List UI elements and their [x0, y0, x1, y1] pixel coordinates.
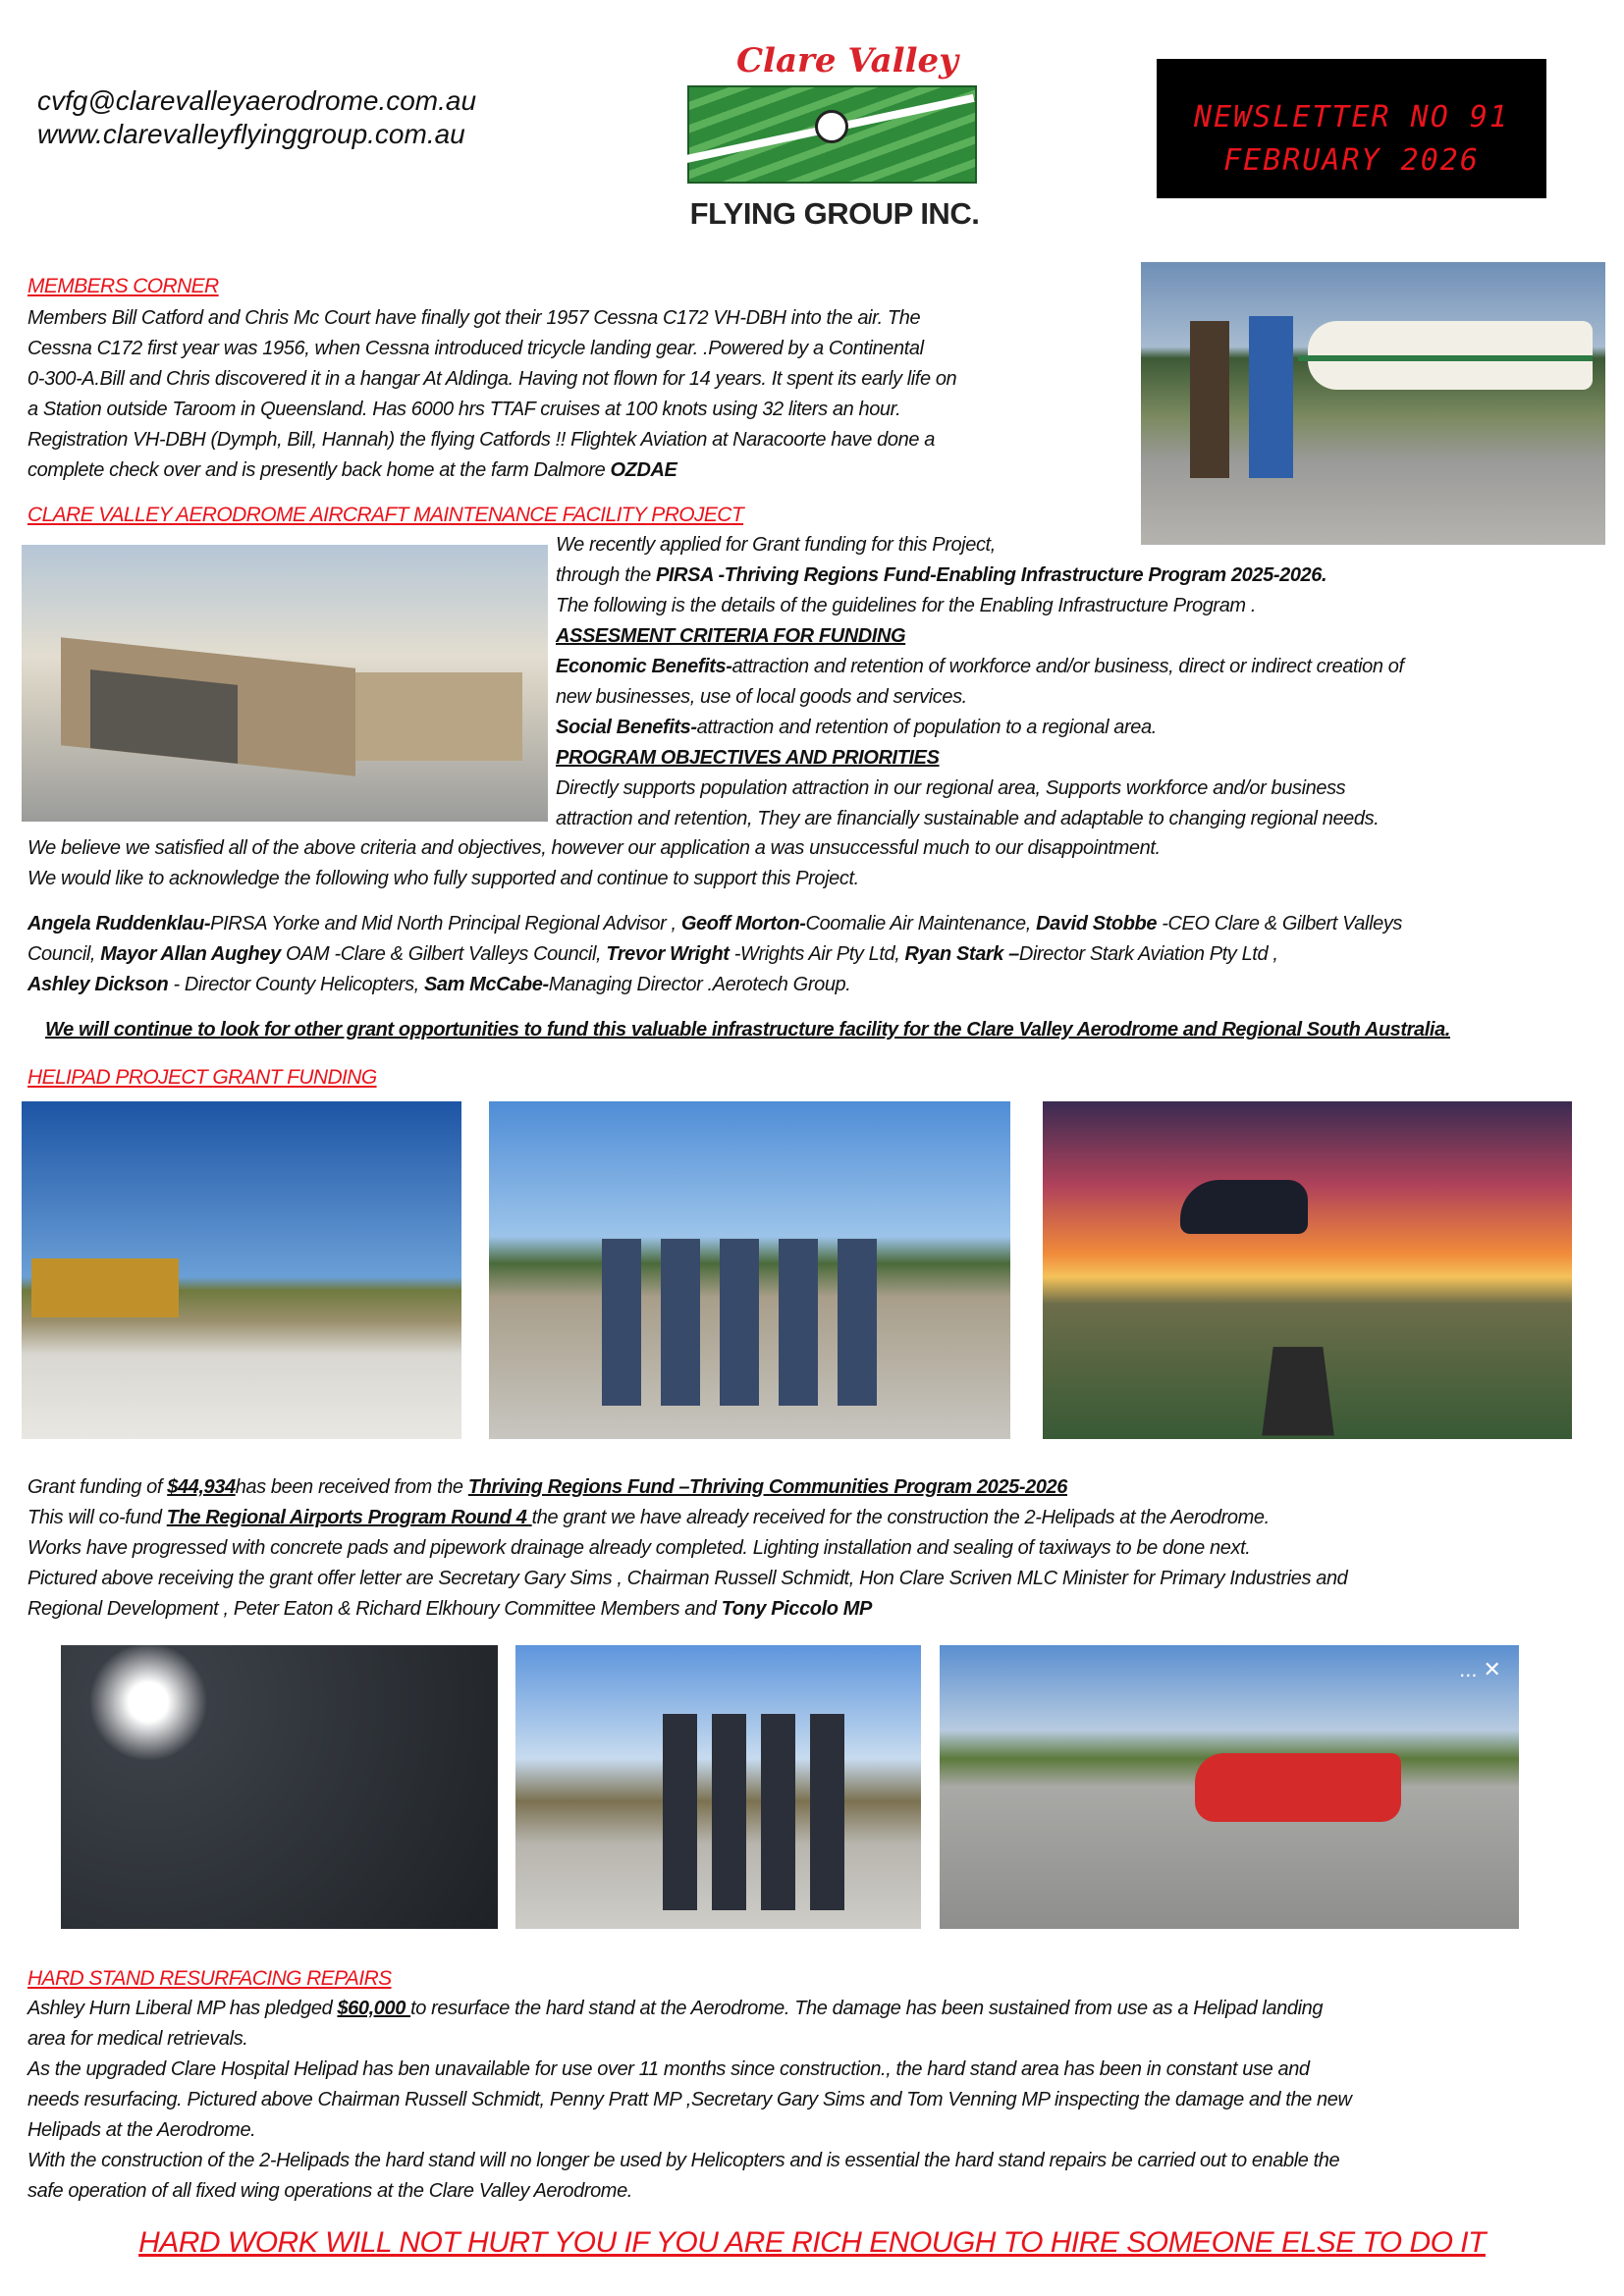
text-line: the grant we have already received for the construction the 2-Helipads at the Aerodrome. — [531, 1507, 1270, 1528]
logo — [682, 41, 987, 238]
text-line: area for medical retrievals. — [27, 2028, 248, 2050]
supporter-name: David Stobbe — [1036, 913, 1163, 934]
newsletter-date: FEBRUARY 2026 — [1223, 143, 1480, 178]
program-name: Thriving Regions Fund –Thriving Communities Program 2025-2026 — [467, 1476, 1067, 1498]
text-line: attraction and retention of population to a regional area. — [696, 717, 1157, 738]
helipad-lights-photo — [61, 1645, 498, 1929]
hardstand-inspection-photo — [515, 1645, 921, 1929]
cessna-photo — [1141, 262, 1605, 545]
supporter-role: -Wrights Air Pty Ltd, — [733, 943, 905, 965]
supporter-name: Angela Ruddenklau- — [27, 913, 211, 934]
newsletter-badge — [1157, 59, 1546, 198]
photo-overlay-controls[interactable]: ... ✕ — [1459, 1657, 1501, 1682]
supporter-role: Council, — [27, 943, 101, 965]
text-line: has been received from the — [235, 1476, 468, 1498]
text-line: 0-300-A.Bill and Chris discovered it in a hangar At Aldinga. Having not flown for 14 years. It spent its early life on — [27, 368, 957, 390]
text-line: The following is the details of the guidelines for the Enabling Infrastructure Program . — [556, 595, 1256, 616]
text-line: Ashley Hurn Liberal MP has pledged — [27, 1998, 338, 2019]
maintenance-text — [556, 530, 1404, 834]
text-line: a Station outside Taroom in Queensland. Has 6000 hrs TTAF cruises at 100 knots using 32 liters an hour. — [27, 399, 901, 420]
website-link[interactable]: www.clarevalleyflyinggroup.com.au — [37, 119, 465, 149]
helicopter-icon — [1195, 1753, 1401, 1822]
members-corner-heading: MEMBERS CORNER — [27, 275, 219, 297]
text-line: We recently applied for Grant funding for this Project, — [556, 534, 996, 556]
newsletter-number: NEWSLETTER NO 91 — [1194, 100, 1509, 134]
text-line: new businesses, use of local goods and services. — [556, 686, 967, 708]
text-line: With the construction of the 2-Helipads the hard stand will no longer be used by Helicopters and is essential the hard stand repairs be carried out to enable the — [27, 2150, 1340, 2171]
footer-quote: HARD WORK WILL NOT HURT YOU IF YOU ARE RICH ENOUGH TO HIRE SOMEONE ELSE TO DO IT — [138, 2226, 1486, 2259]
rescue-helicopter-photo — [940, 1645, 1519, 1929]
text-line: Works have progressed with concrete pads and pipework drainage already completed. Lighting installation and sealing of taxiways to be done next. — [27, 1537, 1251, 1559]
text-line: As the upgraded Clare Hospital Helipad has ben unavailable for use over 11 months since construction., the hard stand area has been in constant use and — [27, 2058, 1310, 2080]
hardstand-text — [27, 1994, 1352, 2207]
text-line: Helipads at the Aerodrome. — [27, 2119, 256, 2141]
supporter-role: Coomalie Air Maintenance, — [805, 913, 1037, 934]
supporter-role: OAM -Clare & Gilbert Valleys Council, — [285, 943, 607, 965]
supporter-name: Sam McCabe- — [423, 974, 549, 995]
program-name: PIRSA -Thriving Regions Fund-Enabling Infrastructure Program 2025-2026. — [655, 564, 1327, 586]
pledge-amount: $60,000 — [337, 1998, 411, 2019]
helipad-heading: HELIPAD PROJECT GRANT FUNDING — [27, 1066, 377, 1089]
text-line: Registration VH-DBH (Dymph, Bill, Hannah) the flying Catfords !! Flightek Aviation at Naracoorte have done a — [27, 429, 935, 451]
social-label: Social Benefits- — [556, 717, 697, 738]
text-line: to resurface the hard stand at the Aerodrome. The damage has been sustained from use as a Helipad landing — [410, 1998, 1324, 2019]
email-link[interactable]: cvfg@clarevalleyaerodrome.com.au — [37, 85, 477, 116]
text-line: We believe we satisfied all of the above criteria and objectives, however our application a was unsuccessful much to our disappointment. — [27, 837, 1161, 859]
supporter-name: Geoff Morton- — [680, 913, 806, 934]
supporter-role: Director Stark Aviation Pty Ltd , — [1018, 943, 1278, 965]
supporter-name: Ashley Dickson — [27, 974, 174, 995]
hardstand-heading: HARD STAND RESURFACING REPAIRS — [27, 1967, 392, 1990]
text-line: This will co-fund — [27, 1507, 167, 1528]
text-line: attraction and retention of workforce and/or business, direct or indirect creation of — [731, 656, 1404, 677]
logo-title: Clare Valley — [736, 41, 958, 80]
grant-amount: $44,934 — [167, 1476, 236, 1498]
text-line: Regional Development , Peter Eaton & Richard Elkhoury Committee Members and — [27, 1598, 722, 1620]
maintenance-heading: CLARE VALLEY AERODROME AIRCRAFT MAINTENANCE FACILITY PROJECT — [27, 504, 744, 526]
supporters-list — [27, 909, 1402, 1000]
text-line: We would like to acknowledge the following who fully supported and continue to support this Project. — [27, 868, 859, 889]
objectives-heading: PROGRAM OBJECTIVES AND PRIORITIES — [556, 747, 940, 769]
text-line: attraction and retention, They are financially sustainable and adaptable to changing regional needs. — [556, 808, 1380, 829]
members-corner-text — [27, 303, 956, 486]
supporter-role: PIRSA Yorke and Mid North Principal Regional Advisor , — [210, 913, 681, 934]
contact-info — [37, 84, 476, 151]
logo-subtitle: FLYING GROUP INC. — [689, 196, 980, 231]
acknowledgement — [27, 833, 1161, 894]
ozdae-code: OZDAE — [610, 459, 677, 481]
text-line: safe operation of all fixed wing operations at the Clare Valley Aerodrome. — [27, 2180, 632, 2202]
text-line: Members Bill Catford and Chris Mc Court have finally got their 1957 Cessna C172 VH-DBH into the air. The — [27, 307, 921, 329]
text-line: Directly supports population attraction in our regional area, Supports workforce and/or business — [556, 777, 1346, 799]
helipad-text — [27, 1472, 1347, 1625]
supporter-name: Mayor Allan Aughey — [100, 943, 286, 965]
text-line: Grant funding of — [27, 1476, 168, 1498]
text-line: Pictured above receiving the grant offer letter are Secretary Gary Sims , Chairman Russell Schmidt, Hon Clare Scriven MLC Minister for Primary Industries and — [27, 1568, 1348, 1589]
criteria-heading: ASSESMENT CRITERIA FOR FUNDING — [556, 625, 906, 647]
text-line: complete check over and is presently back home at the farm Dalmore — [27, 459, 611, 481]
supporter-role: Managing Director .Aerotech Group. — [548, 974, 851, 995]
helicopter-icon — [1180, 1180, 1308, 1234]
helicopter-artwork — [1043, 1101, 1572, 1439]
supporter-name: Ryan Stark – — [904, 943, 1019, 965]
supporter-role: - Director County Helicopters, — [173, 974, 424, 995]
mp-name: Tony Piccolo MP — [721, 1598, 872, 1620]
hangar-render — [22, 545, 548, 822]
text-line: through the — [556, 564, 656, 586]
supporter-role: -CEO Clare & Gilbert Valleys — [1162, 913, 1403, 934]
supporter-name: Trevor Wright — [606, 943, 734, 965]
program-name: The Regional Airports Program Round 4 — [166, 1507, 532, 1528]
text-line: Cessna C172 first year was 1956, when Cessna introduced tricycle landing gear. .Powered by a Continental — [27, 338, 924, 359]
closing-statement: We will continue to look for other grant opportunities to fund this valuable infrastructure facility for the Clare Valley Aerodrome and Regional South Australia. — [45, 1019, 1450, 1041]
text-line: needs resurfacing. Pictured above Chairman Russell Schmidt, Penny Pratt MP ,Secretary Gary Sims and Tom Venning MP inspecting the damage and the new — [27, 2089, 1352, 2110]
helipad-construction-photo — [22, 1101, 461, 1439]
grant-presentation-photo — [489, 1101, 1010, 1439]
economic-label: Economic Benefits- — [556, 656, 732, 677]
